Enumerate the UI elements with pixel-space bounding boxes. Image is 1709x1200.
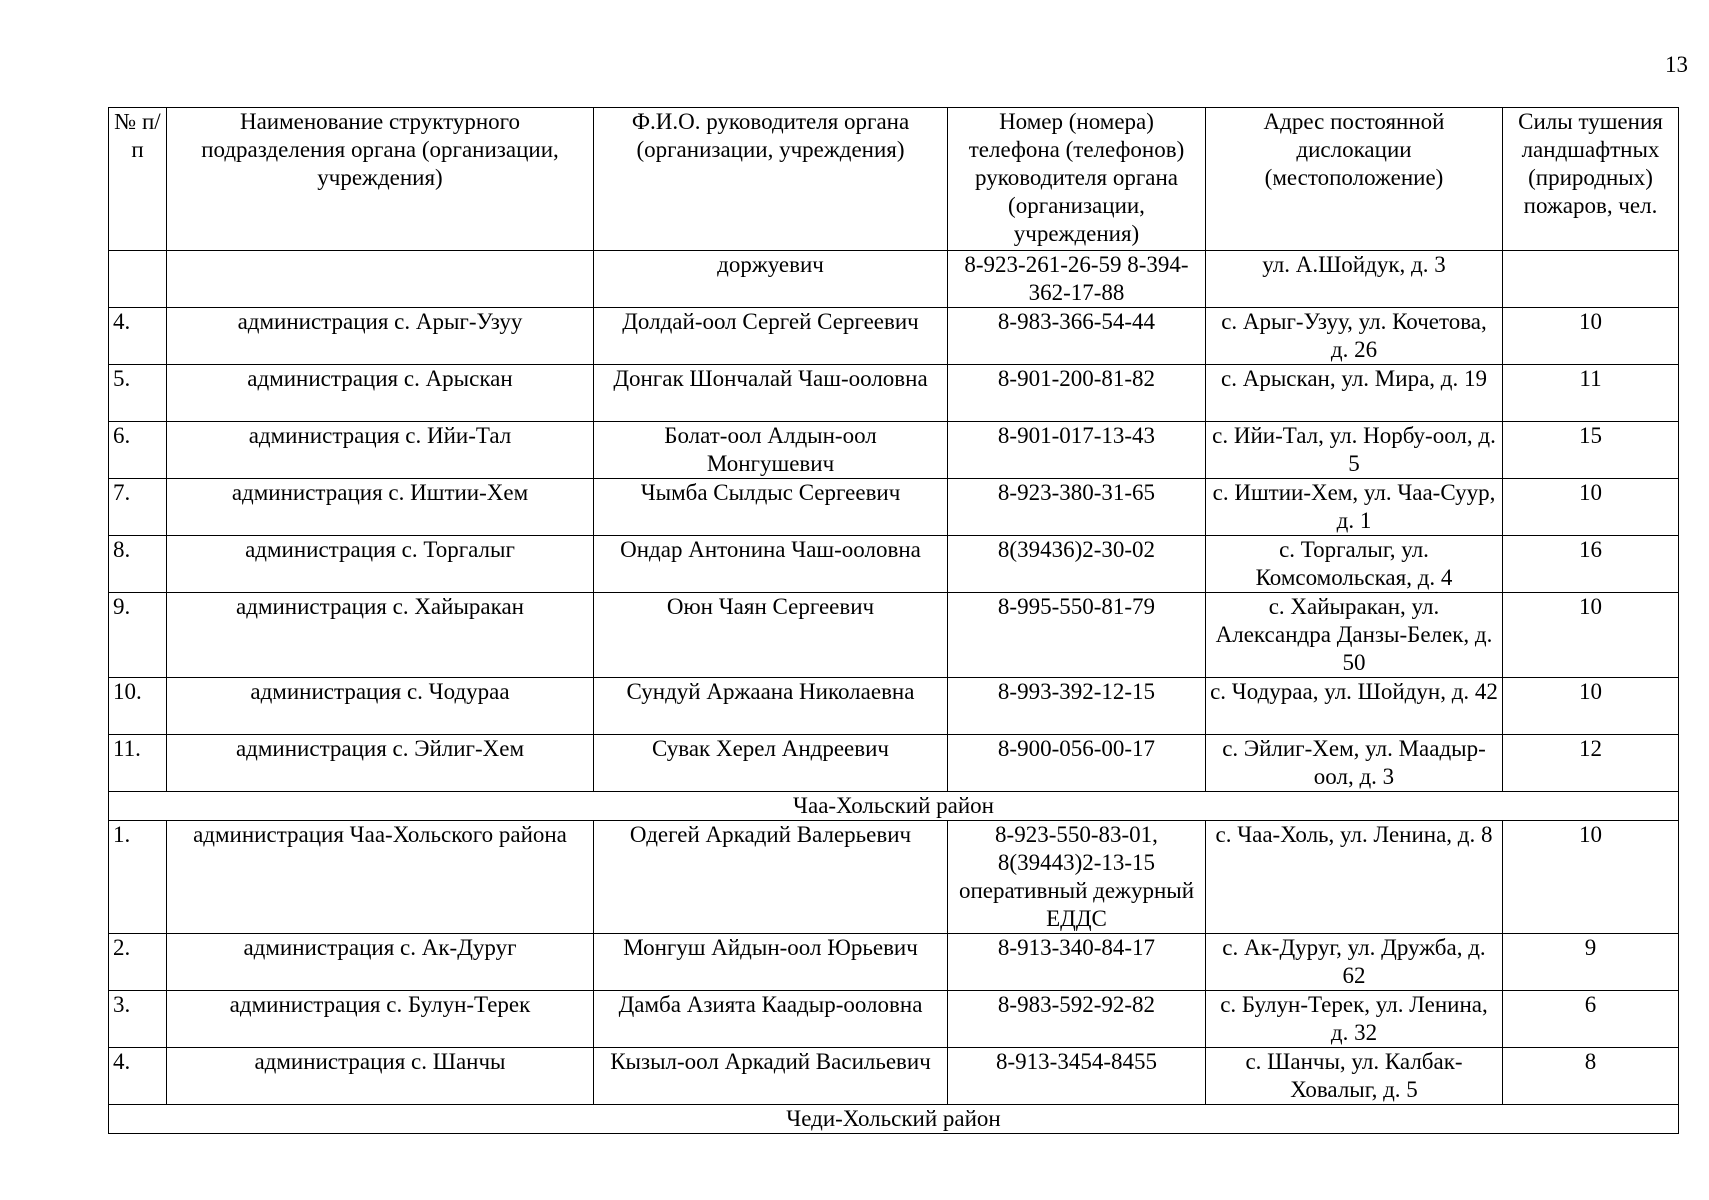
cell-phone: 8-901-017-13-43 (948, 422, 1206, 479)
cell-phone: 8-913-3454-8455 (948, 1048, 1206, 1105)
cell-address: с. Ак-Дуруг, ул. Дружба, д. 62 (1206, 934, 1503, 991)
cell-num: 7. (109, 479, 167, 536)
cell-phone: 8(39436)2-30-02 (948, 536, 1206, 593)
cell-address: ул. А.Шойдук, д. 3 (1206, 251, 1503, 308)
table-row (109, 1048, 1679, 1105)
table-row (109, 479, 1679, 536)
table-row (109, 735, 1679, 792)
cell-phone: 8-900-056-00-17 (948, 735, 1206, 792)
cell-name: администрация Чаа-Хольского района (167, 821, 594, 934)
header-head: Ф.И.О. руководителя органа (организации, учреждения) (594, 108, 948, 251)
header-forces: Силы тушения ландшафтных (природных) пожаров, чел. (1503, 108, 1679, 251)
cell-phone: 8-995-550-81-79 (948, 593, 1206, 678)
cell-head: Болат-оол Алдын-оол Монгушевич (594, 422, 948, 479)
table-row (109, 536, 1679, 593)
cell-forces: 15 (1503, 422, 1679, 479)
header-address: Адрес постоянной дислокации (местоположение) (1206, 108, 1503, 251)
cell-head: Кызыл-оол Аркадий Васильевич (594, 1048, 948, 1105)
cell-head: доржуевич (594, 251, 948, 308)
section-row (109, 1105, 1679, 1134)
table-row (109, 422, 1679, 479)
section-title: Чаа-Хольский район (109, 792, 1679, 821)
cell-num: 3. (109, 991, 167, 1048)
cell-head: Ондар Антонина Чаш-ооловна (594, 536, 948, 593)
cell-head: Долдай-оол Сергей Сергеевич (594, 308, 948, 365)
cell-forces: 12 (1503, 735, 1679, 792)
cell-address: с. Шанчы, ул. Калбак-Ховалыг, д. 5 (1206, 1048, 1503, 1105)
cell-num: 6. (109, 422, 167, 479)
cell-head: Дамба Азията Каадыр-ооловна (594, 991, 948, 1048)
cell-address: с. Торгалыг, ул. Комсомольская, д. 4 (1206, 536, 1503, 593)
cell-forces: 11 (1503, 365, 1679, 422)
header-name: Наименование структурного подразделения органа (организации, учреждения) (167, 108, 594, 251)
cell-forces: 10 (1503, 678, 1679, 735)
cell-forces: 9 (1503, 934, 1679, 991)
cell-address: с. Арыг-Узуу, ул. Кочетова, д. 26 (1206, 308, 1503, 365)
cell-name: администрация с. Иштии-Хем (167, 479, 594, 536)
cell-forces: 10 (1503, 593, 1679, 678)
cell-phone: 8-923-380-31-65 (948, 479, 1206, 536)
cell-phone: 8-923-261-26-59 8-394-362-17-88 (948, 251, 1206, 308)
section-row (109, 792, 1679, 821)
table-row (109, 308, 1679, 365)
cell-name: администрация с. Ийи-Тал (167, 422, 594, 479)
cell-head: Сувак Херел Андреевич (594, 735, 948, 792)
table-row (109, 821, 1679, 934)
cell-num (109, 251, 167, 308)
cell-head: Оюн Чаян Сергеевич (594, 593, 948, 678)
table-row (109, 251, 1679, 308)
cell-phone: 8-983-592-92-82 (948, 991, 1206, 1048)
cell-num: 5. (109, 365, 167, 422)
cell-head: Донгак Шончалай Чаш-ооловна (594, 365, 948, 422)
table-row (109, 678, 1679, 735)
cell-name: администрация с. Арыскан (167, 365, 594, 422)
cell-num: 10. (109, 678, 167, 735)
cell-address: с. Ийи-Тал, ул. Норбу-оол, д. 5 (1206, 422, 1503, 479)
cell-head: Сундуй Аржаана Николаевна (594, 678, 948, 735)
cell-name: администрация с. Хайыракан (167, 593, 594, 678)
table-row (109, 934, 1679, 991)
cell-num: 4. (109, 1048, 167, 1105)
cell-forces: 16 (1503, 536, 1679, 593)
cell-phone: 8-983-366-54-44 (948, 308, 1206, 365)
cell-forces (1503, 251, 1679, 308)
cell-name: администрация с. Шанчы (167, 1048, 594, 1105)
header-phone: Номер (номера) телефона (телефонов) руководителя органа (организации, учреждения) (948, 108, 1206, 251)
header-num: № п/п (109, 108, 167, 251)
cell-address: с. Чодураа, ул. Шойдун, д. 42 (1206, 678, 1503, 735)
cell-name: администрация с. Чодураа (167, 678, 594, 735)
cell-phone: 8-993-392-12-15 (948, 678, 1206, 735)
cell-address: с. Булун-Терек, ул. Ленина, д. 32 (1206, 991, 1503, 1048)
table-row (109, 593, 1679, 678)
page-number: 13 (1665, 52, 1688, 77)
cell-num: 4. (109, 308, 167, 365)
cell-address: с. Эйлиг-Хем, ул. Маадыр-оол, д. 3 (1206, 735, 1503, 792)
cell-num: 8. (109, 536, 167, 593)
table-row (109, 365, 1679, 422)
section-title: Чеди-Хольский район (109, 1105, 1679, 1134)
cell-phone: 8-913-340-84-17 (948, 934, 1206, 991)
table-header-row (109, 108, 1679, 251)
cell-head: Чымба Сылдыс Сергеевич (594, 479, 948, 536)
cell-num: 9. (109, 593, 167, 678)
cell-phone: 8-901-200-81-82 (948, 365, 1206, 422)
cell-num: 1. (109, 821, 167, 934)
cell-name: администрация с. Ак-Дуруг (167, 934, 594, 991)
cell-forces: 10 (1503, 821, 1679, 934)
cell-address: с. Иштии-Хем, ул. Чаа-Суур, д. 1 (1206, 479, 1503, 536)
cell-forces: 10 (1503, 308, 1679, 365)
cell-forces: 10 (1503, 479, 1679, 536)
cell-num: 2. (109, 934, 167, 991)
cell-name: администрация с. Булун-Терек (167, 991, 594, 1048)
cell-head: Монгуш Айдын-оол Юрьевич (594, 934, 948, 991)
cell-forces: 8 (1503, 1048, 1679, 1105)
cell-address: с. Чаа-Холь, ул. Ленина, д. 8 (1206, 821, 1503, 934)
cell-num: 11. (109, 735, 167, 792)
cell-head: Одегей Аркадий Валерьевич (594, 821, 948, 934)
fire-forces-table (108, 107, 1679, 1134)
cell-name: администрация с. Арыг-Узуу (167, 308, 594, 365)
cell-forces: 6 (1503, 991, 1679, 1048)
cell-name: администрация с. Торгалыг (167, 536, 594, 593)
cell-address: с. Арыскан, ул. Мира, д. 19 (1206, 365, 1503, 422)
cell-name: администрация с. Эйлиг-Хем (167, 735, 594, 792)
cell-address: с. Хайыракан, ул. Александра Данзы-Белек, д. 50 (1206, 593, 1503, 678)
cell-phone: 8-923-550-83-01, 8(39443)2-13-15 оперативный дежурный ЕДДС (948, 821, 1206, 934)
cell-name (167, 251, 594, 308)
table-row (109, 991, 1679, 1048)
